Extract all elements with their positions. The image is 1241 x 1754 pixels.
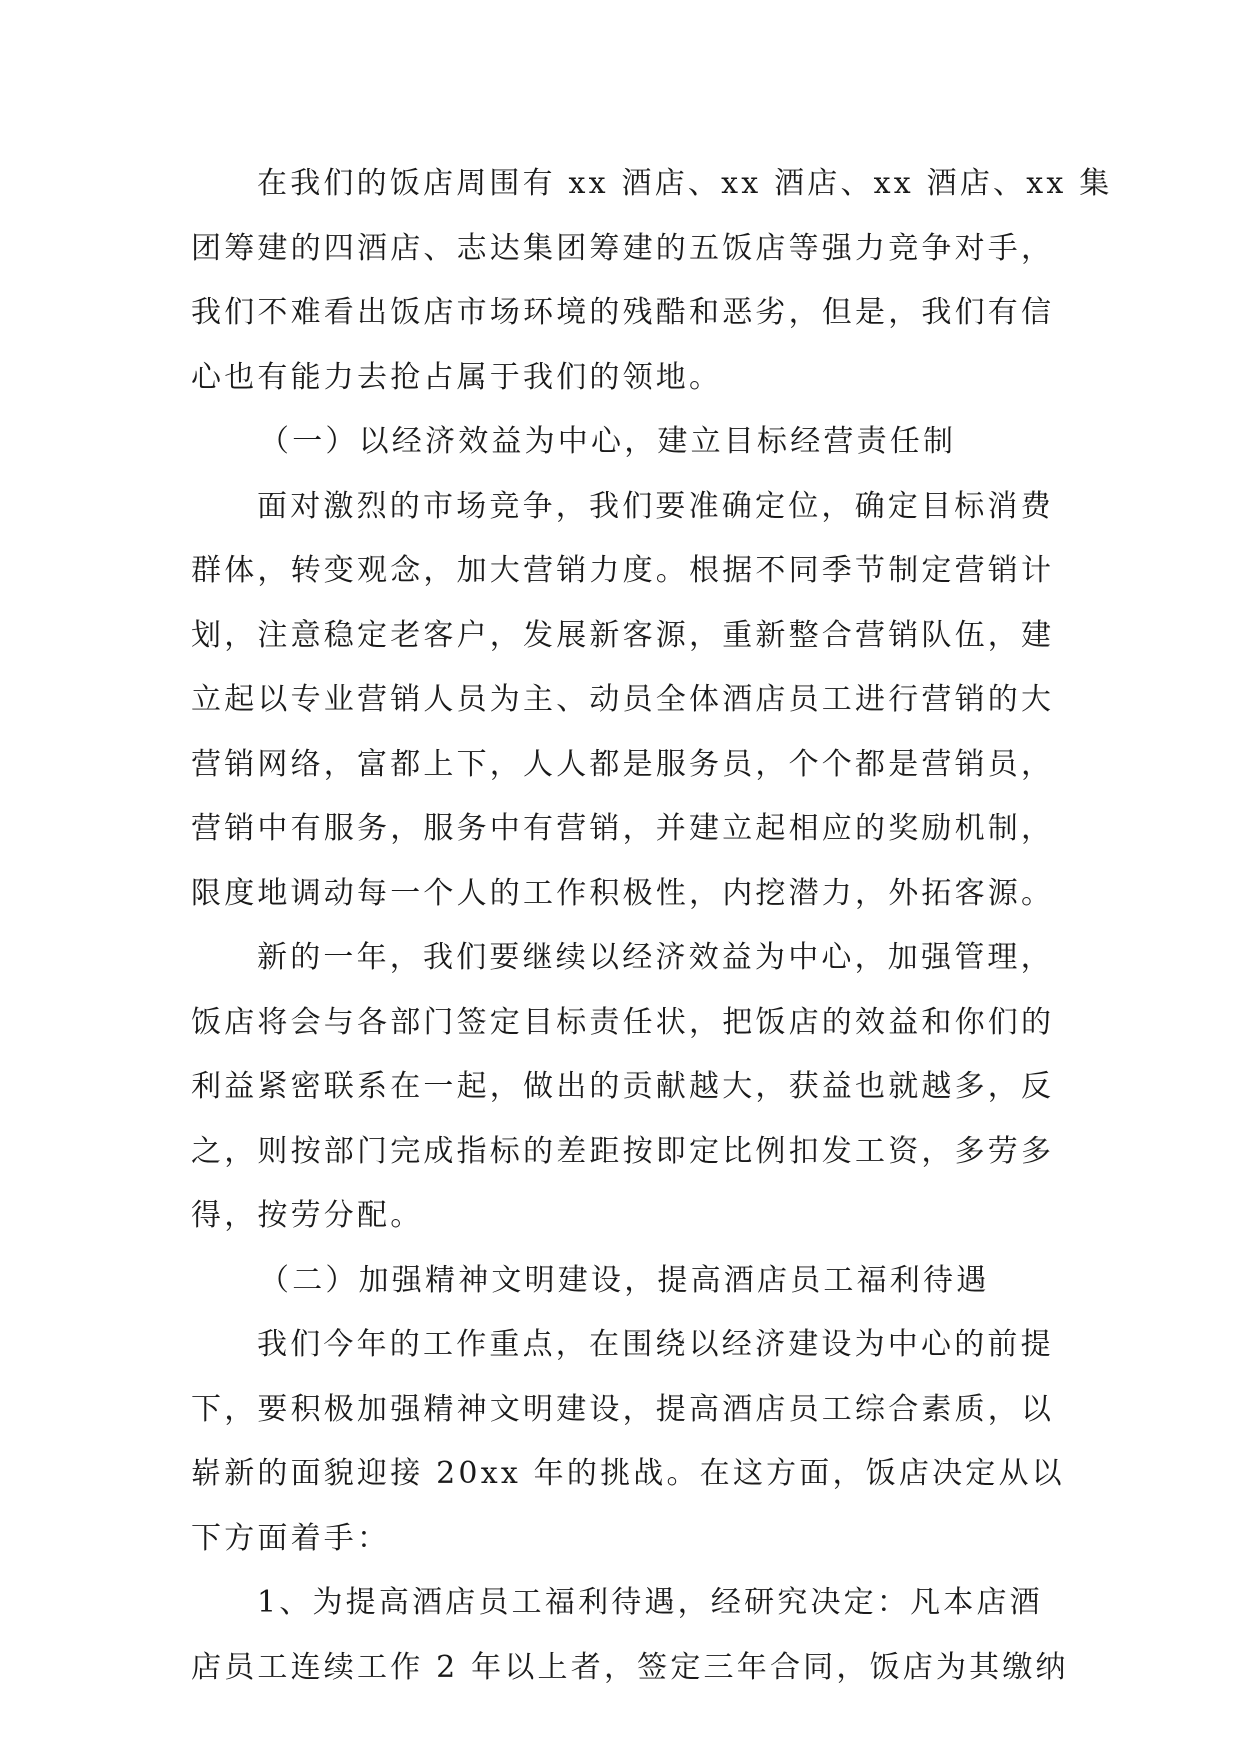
paragraph-line: 限度地调动每一个人的工作积极性，内挖潜力，外拓客源。 — [191, 875, 1055, 911]
paragraph-line: 划，注意稳定老客户，发展新客源，重新整合营销队伍，建 — [191, 617, 1055, 653]
paragraph-line: 团筹建的四酒店、志达集团筹建的五饭店等强力竞争对手， — [191, 230, 1055, 266]
paragraph-line: 下，要积极加强精神文明建设，提高酒店员工综合素质，以 — [191, 1391, 1055, 1427]
paragraph-line: 在我们的饭店周围有 xx 酒店、xx 酒店、xx 酒店、xx 集 — [257, 166, 1113, 201]
paragraph-line: 新的一年，我们要继续以经济效益为中心，加强管理， — [257, 940, 1054, 975]
paragraph-line: 下方面着手： — [191, 1520, 391, 1556]
paragraph-line: 立起以专业营销人员为主、动员全体酒店员工进行营销的大 — [191, 682, 1055, 717]
section-heading: （二）加强精神文明建设，提高酒店员工福利待遇 — [259, 1262, 990, 1298]
paragraph-line: 我们今年的工作重点，在围绕以经济建设为中心的前提 — [257, 1327, 1054, 1362]
paragraph-line: 得，按劳分配。 — [191, 1198, 424, 1233]
paragraph-line: 饭店将会与各部门签定目标责任状，把饭店的效益和你们的 — [191, 1004, 1055, 1040]
paragraph-line: 心也有能力去抢占属于我们的领地。 — [191, 359, 723, 395]
document-body — [191, 152, 1113, 1700]
paragraph-line: 崭新的面貌迎接 20xx 年的挑战。在这方面，饭店决定从以 — [191, 1456, 1065, 1491]
paragraph-line: 营销中有服务，服务中有营销，并建立起相应的奖励机制， — [191, 811, 1055, 846]
paragraph-line: 店员工连续工作 2 年以上者，签定三年合同，饭店为其缴纳 — [191, 1649, 1069, 1685]
section-heading: （一）以经济效益为中心，建立目标经营责任制 — [259, 424, 957, 459]
paragraph-line: 群体，转变观念，加大营销力度。根据不同季节制定营销计 — [191, 553, 1055, 588]
paragraph-line: 1、为提高酒店员工福利待遇，经研究决定：凡本店酒 — [257, 1585, 1043, 1620]
paragraph-line: 面对激烈的市场竞争，我们要准确定位，确定目标消费 — [257, 488, 1054, 524]
paragraph-line: 之，则按部门完成指标的差距按即定比例扣发工资，多劳多 — [191, 1133, 1055, 1169]
paragraph-line: 我们不难看出饭店市场环境的残酷和恶劣，但是，我们有信 — [191, 295, 1055, 330]
paragraph-line: 营销网络，富都上下，人人都是服务员，个个都是营销员， — [191, 746, 1055, 782]
paragraph-line: 利益紧密联系在一起，做出的贡献越大，获益也就越多，反 — [191, 1069, 1055, 1104]
